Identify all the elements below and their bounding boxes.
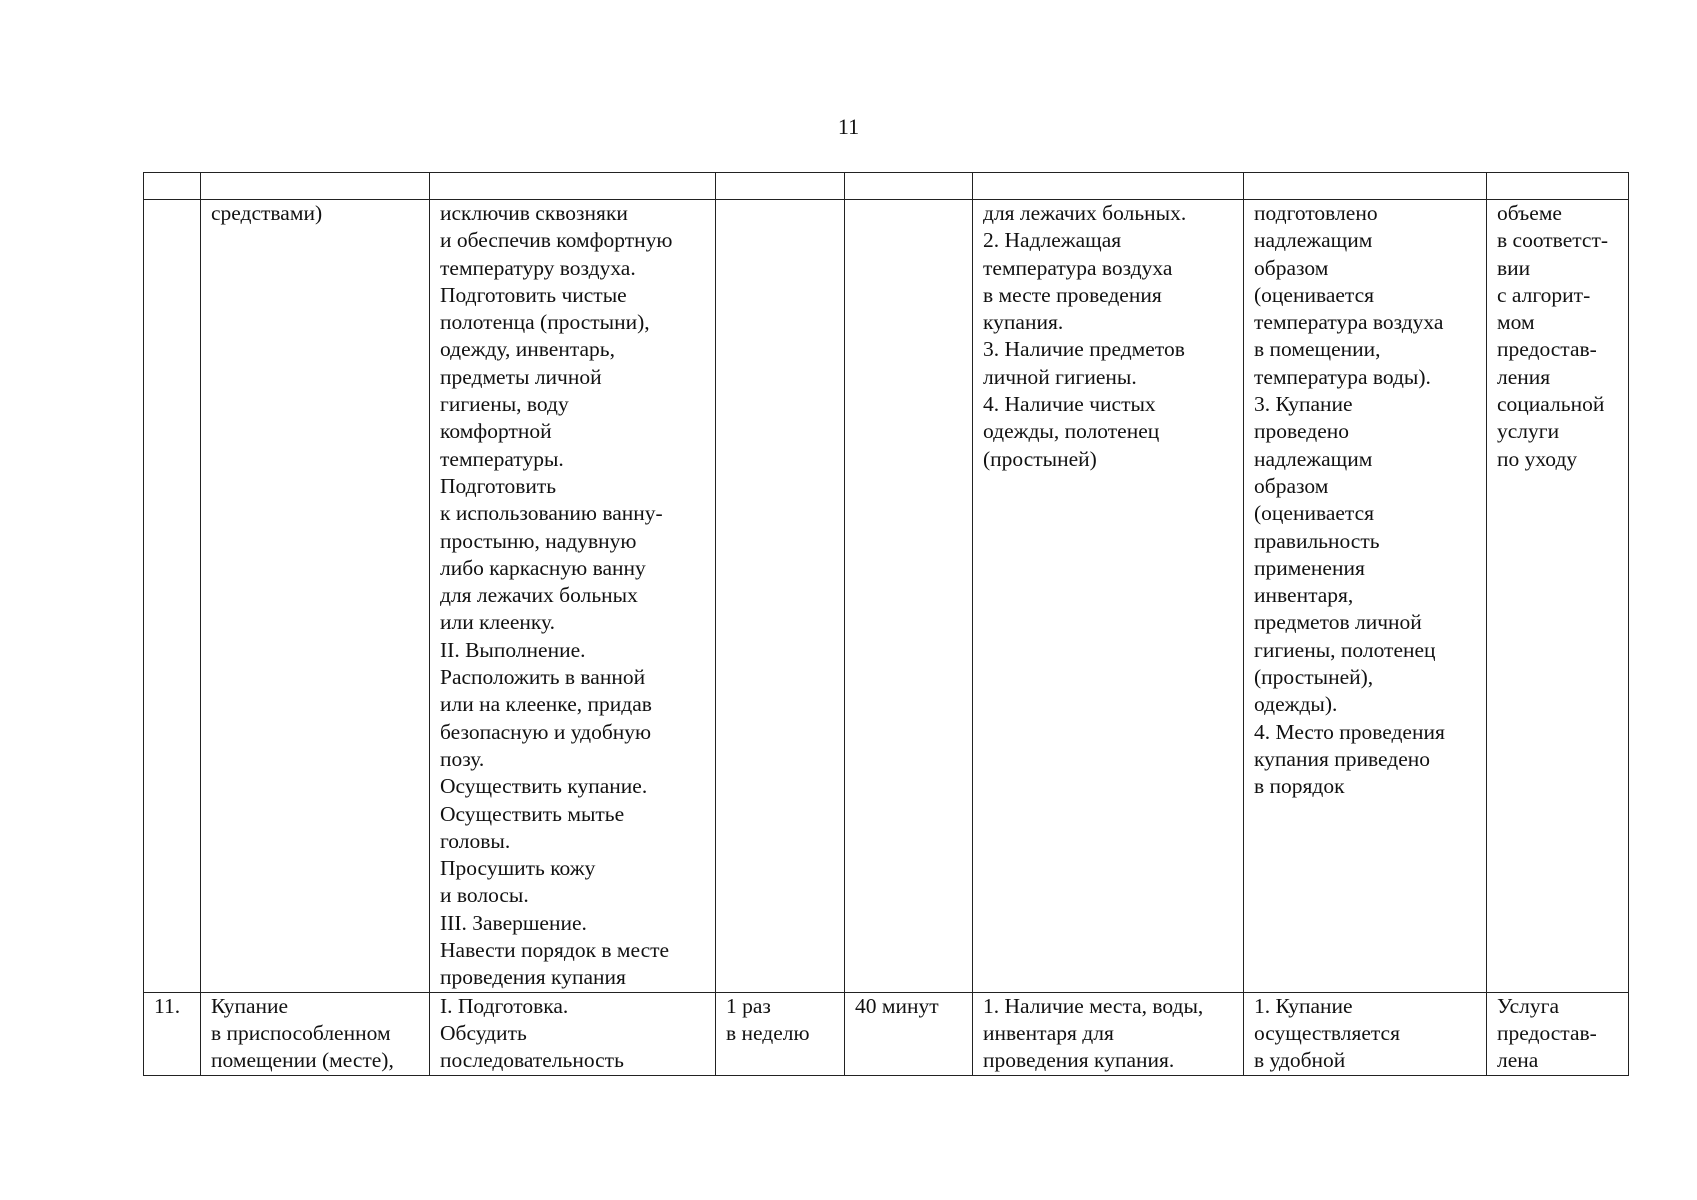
- cell-result: [1487, 200, 1629, 993]
- header-cell-conditions: [973, 173, 1244, 200]
- page-number: 11: [837, 114, 860, 139]
- cell-number-text: 11.: [154, 993, 181, 1018]
- cell-result-text: Услуга предостав- лена: [1497, 993, 1597, 1073]
- cell-duration: [845, 992, 973, 1075]
- cell-conditions: [973, 992, 1244, 1075]
- cell-duration-text: 40 минут: [855, 993, 939, 1018]
- cell-number: [144, 992, 201, 1075]
- cell-conditions-text: для лежачих больных. 2. Надлежащая температура воздуха в месте проведения купания. 3. Наличие предметов личной гигиены. 4. Наличие чистых одежды, полотенец (простыней): [983, 201, 1187, 471]
- cell-result: [1487, 992, 1629, 1075]
- header-cell-quality: [1244, 173, 1487, 200]
- cell-quality: [1244, 992, 1487, 1075]
- header-cell-number: [144, 173, 201, 200]
- table-header-row: [144, 173, 1629, 200]
- cell-description: [430, 200, 716, 993]
- cell-duration: [845, 200, 973, 993]
- header-cell-frequency: [716, 173, 845, 200]
- cell-conditions: [973, 200, 1244, 993]
- header-cell-duration: [845, 173, 973, 200]
- table-row-item-11: [144, 992, 1629, 1075]
- cell-quality: [1244, 200, 1487, 993]
- cell-quality-text: подготовлено надлежащим образом (оценивается температура воздуха в помещении, температура воды). 3. Купание проведено надлежащим образом (оценивается правильность применения инвентаря, предметов личной гигиены, полотенец (простыней), одежды). 4. Место проведения купания приведено в порядок: [1254, 201, 1445, 799]
- cell-number: [144, 200, 201, 993]
- header-cell-name: [201, 173, 430, 200]
- cell-frequency: [716, 992, 845, 1075]
- cell-name-text: средствами): [211, 201, 323, 225]
- cell-frequency: [716, 200, 845, 993]
- header-cell-result: [1487, 173, 1629, 200]
- cell-name: [201, 992, 430, 1075]
- cell-conditions-text: 1. Наличие места, воды, инвентаря для проведения купания.: [983, 993, 1204, 1073]
- cell-result-text: объеме в соответст- вии с алгорит- мом предостав- ления социальной услуги по уходу: [1497, 201, 1609, 471]
- cell-description-text: I. Подготовка. Обсудить последовательность: [440, 993, 624, 1073]
- cell-frequency-text: 1 раз в неделю: [726, 993, 810, 1045]
- cell-quality-text: 1. Купание осуществляется в удобной: [1254, 993, 1400, 1073]
- cell-description: [430, 992, 716, 1075]
- services-table: [143, 172, 1629, 1076]
- header-cell-description: [430, 173, 716, 200]
- table-row-continuation: [144, 200, 1629, 993]
- cell-name: [201, 200, 430, 993]
- cell-description-text: исключив сквозняки и обеспечив комфортную температуру воздуха. Подготовить чистые полотенца (простыни), одежду, инвентарь, предметы личной гигиены, воду комфортной температуры. Подготовить к использованию ванну- простыню, надувную либо каркасную ванну для лежачих больных или клеенку. II. Выполнение. Расположить в ванной или на клеенке, придав безопасную и удобную позу. Осуществить купание. Осуществить мытье головы. Просушить кожу и волосы. III. Завершение. Навести порядок в месте проведения купания: [440, 201, 673, 990]
- cell-name-text: Купание в приспособленном помещении (месте),: [211, 993, 394, 1073]
